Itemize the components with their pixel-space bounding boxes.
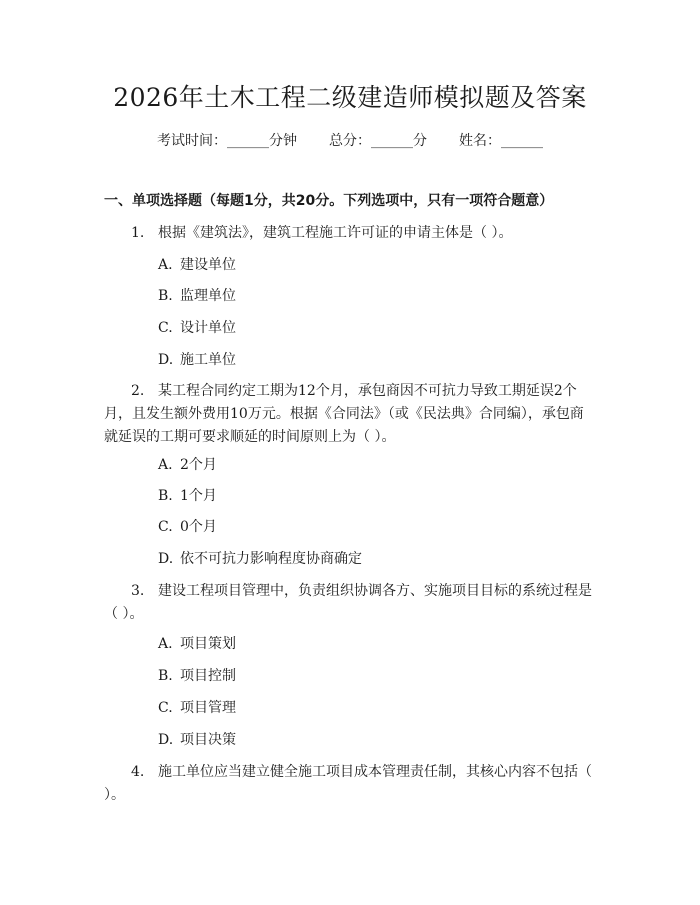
option-letter: C. (158, 700, 173, 716)
question-number: 3. (131, 583, 145, 599)
option-item (158, 286, 236, 306)
option-item (158, 318, 236, 338)
option-letter: D. (158, 551, 174, 567)
total-score-field: 总分：______分 (329, 133, 427, 149)
option-text: 监理单位 (180, 288, 236, 304)
option-item (158, 634, 236, 654)
option-letter: A. (158, 636, 173, 652)
question-text: 建设工程项目管理中，负责组织协调各方、实施项目目标的系统过程是（ ）。 (104, 583, 592, 622)
option-text: 0个月 (180, 519, 217, 535)
option-item (158, 455, 217, 475)
option-letter: C. (158, 320, 173, 336)
option-item (158, 350, 236, 370)
question-3 (104, 580, 596, 626)
option-letter: B. (158, 488, 173, 504)
option-text: 设计单位 (180, 320, 236, 336)
option-text: 项目控制 (180, 668, 236, 684)
option-letter: D. (158, 352, 174, 368)
option-item (158, 730, 236, 750)
name-field: 姓名：______ (459, 133, 543, 149)
option-letter: A. (158, 257, 173, 273)
question-text: 施工单位应当建立健全施工项目成本管理责任制，其核心内容不包括（ ）。 (104, 764, 592, 803)
option-letter: B. (158, 668, 173, 684)
option-letter: D. (158, 732, 174, 748)
option-item (158, 698, 236, 718)
exam-time-field: 考试时间：______分钟 (157, 133, 297, 149)
option-text: 1个月 (180, 488, 217, 504)
question-text: 根据《建筑法》，建筑工程施工许可证的申请主体是（ ）。 (158, 225, 513, 241)
option-letter: C. (158, 519, 173, 535)
option-item (158, 666, 236, 686)
option-letter: A. (158, 457, 173, 473)
question-number: 1. (131, 225, 145, 241)
option-text: 施工单位 (180, 352, 236, 368)
option-item (158, 517, 217, 537)
question-number: 2. (131, 383, 145, 399)
option-text: 项目管理 (180, 700, 236, 716)
question-number: 4. (131, 764, 145, 780)
option-item (158, 255, 236, 275)
option-item (158, 549, 362, 569)
option-text: 项目决策 (180, 732, 236, 748)
option-text: 建设单位 (180, 257, 236, 273)
question-text: 某工程合同约定工期为12个月，承包商因不可抗力导致工期延误2个月，且发生额外费用10万元。根据《合同法》（或《民法典》合同编），承包商就延误的工期可要求顺延的时间原则上为（ ）。 (104, 383, 584, 445)
question-1 (104, 222, 596, 245)
exam-meta-line (0, 131, 700, 151)
question-4 (104, 761, 596, 807)
option-item (158, 486, 217, 506)
option-text: 项目策划 (180, 636, 236, 652)
section-heading: 一、单项选择题（每题1分，共20分。下列选项中，只有一项符合题意） (104, 193, 554, 209)
option-text: 2个月 (180, 457, 217, 473)
page-title: 2026年土木工程二级建造师模拟题及答案 (113, 83, 587, 112)
option-letter: B. (158, 288, 173, 304)
option-text: 依不可抗力影响程度协商确定 (180, 551, 362, 567)
question-2 (104, 380, 596, 449)
